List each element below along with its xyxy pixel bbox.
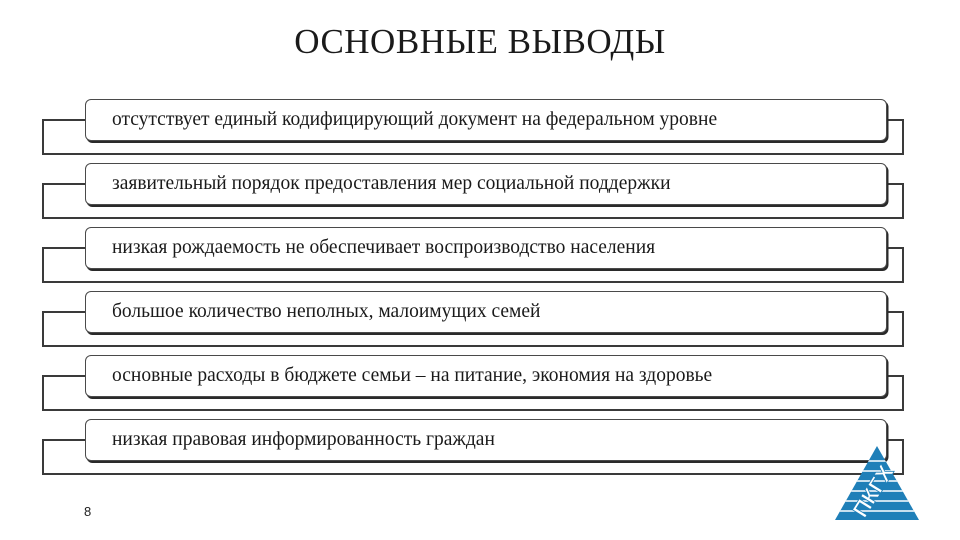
conclusion-item <box>0 163 960 227</box>
item-text-box: низкая правовая информированность граждан <box>85 419 887 461</box>
item-text-box: основные расходы в бюджете семьи – на питание, экономия на здоровье <box>85 355 887 397</box>
pkgh-logo-icon <box>832 443 922 523</box>
conclusion-item <box>0 291 960 355</box>
conclusion-item <box>0 227 960 291</box>
conclusion-item <box>0 355 960 419</box>
logo-text: ПКГХ <box>847 460 899 522</box>
item-text-box: отсутствует единый кодифицирующий документ на федеральном уровне <box>85 99 887 141</box>
item-text-box: большое количество неполных, малоимущих семей <box>85 291 887 333</box>
page-number: 8 <box>84 504 92 519</box>
item-text-box: заявительный порядок предоставления мер социальной поддержки <box>85 163 887 205</box>
item-text-box: низкая рождаемость не обеспечивает воспроизводство населения <box>85 227 887 269</box>
slide-title: ОСНОВНЫЕ ВЫВОДЫ <box>294 22 666 61</box>
conclusion-item <box>0 99 960 163</box>
conclusion-item <box>0 419 960 483</box>
